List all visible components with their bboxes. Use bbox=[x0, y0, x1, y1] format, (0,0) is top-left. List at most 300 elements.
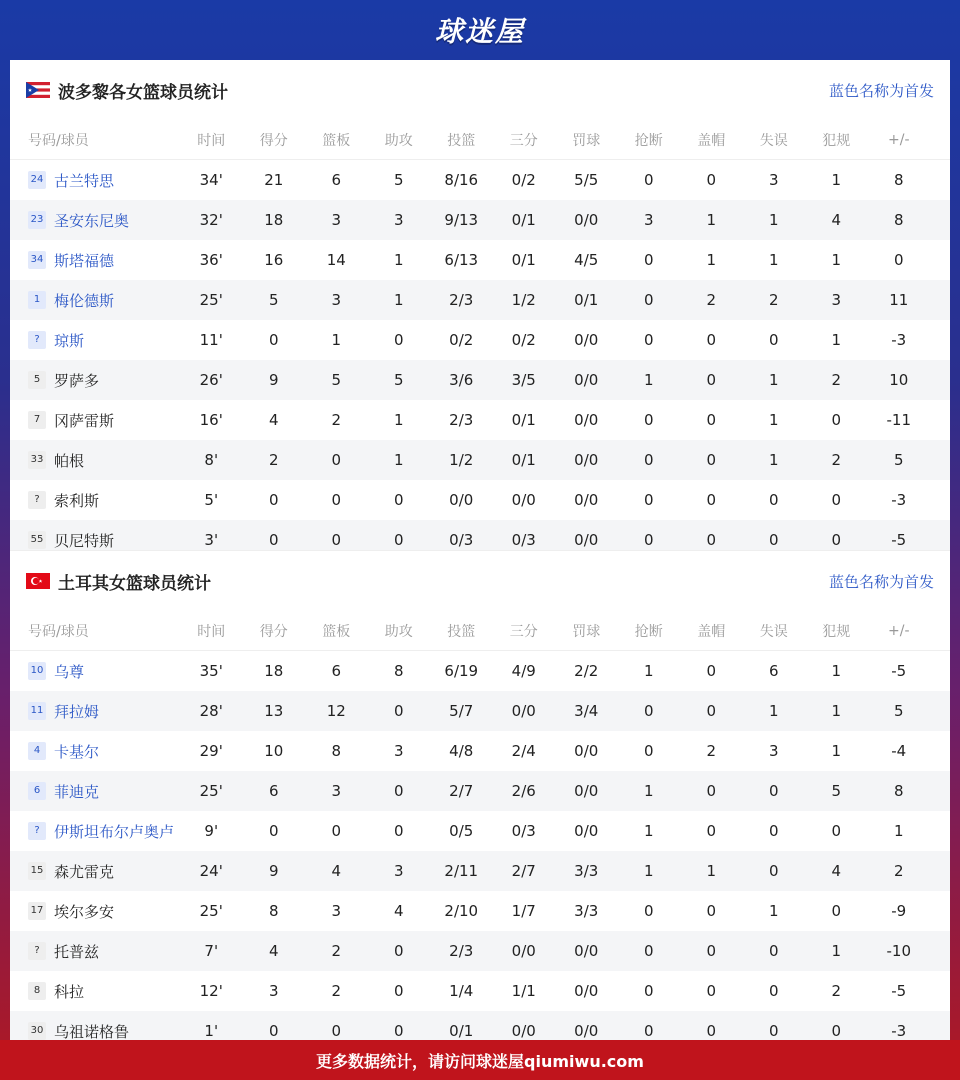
stat-cell: 8 bbox=[331, 742, 342, 760]
stat-cell: 11' bbox=[199, 331, 223, 349]
stat-cell: 16 bbox=[264, 251, 284, 269]
stat-cell: 34' bbox=[199, 171, 223, 189]
stat-cell: 25' bbox=[199, 782, 223, 800]
stat-cell: 0/0 bbox=[574, 371, 599, 389]
stat-cell: 0 bbox=[331, 1022, 342, 1040]
stat-cell: 3 bbox=[768, 171, 779, 189]
table-row[interactable] bbox=[10, 851, 950, 891]
stat-cell: 0 bbox=[706, 371, 717, 389]
stat-cell: 0 bbox=[643, 902, 654, 920]
stat-cell: 0 bbox=[893, 251, 904, 269]
stat-cell: 6 bbox=[768, 662, 779, 680]
stat-cell: 1 bbox=[768, 211, 779, 229]
stat-cell: -3 bbox=[891, 491, 907, 509]
table-row[interactable] bbox=[10, 240, 950, 280]
stat-cell: 6/19 bbox=[444, 662, 479, 680]
player-name[interactable]: 梅伦德斯 bbox=[54, 291, 115, 310]
stat-cell: 0 bbox=[831, 902, 842, 920]
table-row[interactable] bbox=[10, 651, 950, 691]
table-header-row bbox=[10, 120, 950, 160]
stat-cell: 1/4 bbox=[449, 982, 474, 1000]
column-header: 失误 bbox=[759, 623, 788, 640]
stat-cell: 3/5 bbox=[511, 371, 536, 389]
stat-cell: 2/2 bbox=[574, 662, 599, 680]
stat-cell: 0 bbox=[768, 491, 779, 509]
stat-cell: 2/3 bbox=[449, 942, 474, 960]
player-name[interactable]: 卡基尔 bbox=[54, 742, 100, 761]
team-title-row bbox=[10, 551, 950, 611]
stat-cell: 2 bbox=[706, 742, 717, 760]
stat-cell: 0/1 bbox=[574, 291, 599, 309]
stat-cell: 0 bbox=[706, 942, 717, 960]
stat-cell: 0/0 bbox=[449, 491, 474, 509]
player-cell bbox=[10, 661, 180, 682]
stat-cell: 1 bbox=[706, 211, 717, 229]
stat-cell: 6 bbox=[331, 171, 342, 189]
stat-cell: 0/1 bbox=[511, 251, 536, 269]
stat-cell: 0/1 bbox=[511, 451, 536, 469]
stat-cell: 0/1 bbox=[511, 411, 536, 429]
column-header: 得分 bbox=[259, 623, 288, 640]
column-header: 号码/球员 bbox=[28, 132, 89, 149]
stat-cell: 29' bbox=[199, 742, 223, 760]
player-name[interactable]: 乌尊 bbox=[54, 662, 85, 681]
stat-cell: 3' bbox=[204, 531, 219, 549]
stat-cell: 0 bbox=[768, 982, 779, 1000]
jersey-number-badge: 33 bbox=[28, 451, 46, 469]
stat-cell: 0 bbox=[643, 982, 654, 1000]
stat-cell: -3 bbox=[891, 331, 907, 349]
column-header: 时间 bbox=[197, 132, 226, 149]
table-row[interactable] bbox=[10, 200, 950, 240]
stat-cell: 0 bbox=[393, 531, 404, 549]
team-title: 土耳其女篮球员统计 bbox=[58, 573, 211, 594]
player-name: 帕根 bbox=[54, 451, 85, 470]
stat-cell: 0 bbox=[643, 1022, 654, 1040]
stat-cell: 0/3 bbox=[449, 531, 474, 549]
player-cell bbox=[10, 330, 180, 351]
table-row[interactable] bbox=[10, 480, 950, 520]
stat-cell: 4/5 bbox=[574, 251, 599, 269]
stat-cell: 18 bbox=[264, 662, 284, 680]
stat-cell: 0 bbox=[331, 491, 342, 509]
stat-cell: 1 bbox=[831, 331, 842, 349]
jersey-number-badge: ? bbox=[28, 822, 46, 840]
player-name[interactable]: 古兰特思 bbox=[54, 171, 115, 190]
table-row[interactable] bbox=[10, 360, 950, 400]
column-header: 犯规 bbox=[822, 132, 851, 149]
stat-cell: 3/6 bbox=[449, 371, 474, 389]
starter-note: 蓝色名称为首发 bbox=[828, 81, 934, 100]
stat-cell: -9 bbox=[891, 902, 907, 920]
stat-cell: 5 bbox=[893, 702, 904, 720]
stat-cell: 0/3 bbox=[511, 531, 536, 549]
player-name[interactable]: 拜拉姆 bbox=[54, 702, 100, 721]
stat-cell: 1 bbox=[831, 171, 842, 189]
stat-cell: 0/0 bbox=[511, 702, 536, 720]
stat-cell: -5 bbox=[891, 982, 907, 1000]
stat-cell: 1 bbox=[393, 251, 404, 269]
stat-cell: 5 bbox=[393, 371, 404, 389]
stat-cell: 4/9 bbox=[511, 662, 536, 680]
stat-cell: 4 bbox=[268, 942, 279, 960]
stat-cell: 0 bbox=[393, 982, 404, 1000]
stat-cell: 1 bbox=[706, 862, 717, 880]
table-row[interactable] bbox=[10, 891, 950, 931]
stat-cell: 6 bbox=[331, 662, 342, 680]
stat-cell: 8' bbox=[204, 451, 219, 469]
stat-cell: 0 bbox=[768, 822, 779, 840]
stat-cell: 0/0 bbox=[574, 1022, 599, 1040]
player-name: 科拉 bbox=[54, 982, 85, 1001]
stat-cell: 3 bbox=[331, 902, 342, 920]
stat-cell: 9' bbox=[204, 822, 219, 840]
stat-cell: 2 bbox=[268, 451, 279, 469]
jersey-number-badge: 5 bbox=[28, 371, 46, 389]
stat-cell: 0 bbox=[706, 902, 717, 920]
stat-cell: 0 bbox=[268, 491, 279, 509]
stat-cell: 0/0 bbox=[574, 531, 599, 549]
stat-cell: 3 bbox=[393, 862, 404, 880]
stat-cell: 0/0 bbox=[574, 982, 599, 1000]
stat-cell: 1 bbox=[831, 742, 842, 760]
player-cell bbox=[10, 941, 180, 962]
player-name: 森尤雷克 bbox=[54, 862, 115, 881]
team-stats-card bbox=[10, 60, 950, 550]
player-name[interactable]: 斯塔福德 bbox=[54, 251, 115, 270]
stat-cell: 7' bbox=[204, 942, 219, 960]
team-title: 波多黎各女篮球员统计 bbox=[58, 82, 228, 103]
table-row[interactable] bbox=[10, 320, 950, 360]
stat-cell: 0 bbox=[706, 451, 717, 469]
table-row[interactable] bbox=[10, 811, 950, 851]
column-header: 三分 bbox=[509, 132, 538, 149]
stat-cell: 0 bbox=[831, 531, 842, 549]
stat-cell: 2 bbox=[331, 982, 342, 1000]
stat-cell: 8 bbox=[893, 171, 904, 189]
player-name[interactable]: 圣安东尼奥 bbox=[54, 211, 130, 230]
stat-cell: 0/5 bbox=[449, 822, 474, 840]
stat-cell: 10 bbox=[264, 742, 284, 760]
stat-cell: 0 bbox=[393, 942, 404, 960]
stat-cell: 0 bbox=[768, 531, 779, 549]
stat-cell: 12' bbox=[199, 982, 223, 1000]
stat-cell: 0 bbox=[331, 531, 342, 549]
player-cell bbox=[10, 821, 180, 842]
stat-cell: 3 bbox=[831, 291, 842, 309]
stat-cell: 0 bbox=[706, 411, 717, 429]
stat-cell: -10 bbox=[886, 942, 911, 960]
stat-cell: 0 bbox=[643, 531, 654, 549]
stat-cell: 0 bbox=[768, 782, 779, 800]
stat-cell: 0 bbox=[393, 331, 404, 349]
stat-cell: 2/4 bbox=[511, 742, 536, 760]
column-header: +/- bbox=[888, 622, 910, 639]
stat-cell: 1 bbox=[393, 411, 404, 429]
jersey-number-badge: ? bbox=[28, 491, 46, 509]
jersey-number-badge: 6 bbox=[28, 782, 46, 800]
stat-cell: -5 bbox=[891, 531, 907, 549]
stat-cell: 5 bbox=[393, 171, 404, 189]
stat-cell: 1 bbox=[393, 451, 404, 469]
table-header-row bbox=[10, 611, 950, 651]
stat-cell: 5/5 bbox=[574, 171, 599, 189]
column-header: 号码/球员 bbox=[28, 623, 89, 640]
stat-cell: 4 bbox=[831, 211, 842, 229]
column-header: 助攻 bbox=[384, 623, 413, 640]
player-name[interactable]: 菲迪克 bbox=[54, 782, 100, 801]
stat-cell: 0 bbox=[768, 862, 779, 880]
table-row[interactable] bbox=[10, 160, 950, 200]
stat-cell: 0/0 bbox=[574, 782, 599, 800]
stat-cell: 36' bbox=[199, 251, 223, 269]
stat-cell: 0 bbox=[331, 822, 342, 840]
stat-cell: 0 bbox=[268, 331, 279, 349]
player-cell bbox=[10, 781, 180, 802]
player-cell bbox=[10, 981, 180, 1002]
stat-cell: 1' bbox=[204, 1022, 219, 1040]
stats-table bbox=[10, 120, 950, 560]
stat-cell: 5 bbox=[331, 371, 342, 389]
stat-cell: 1 bbox=[768, 702, 779, 720]
column-header: 篮板 bbox=[322, 132, 351, 149]
stat-cell: 0 bbox=[643, 942, 654, 960]
stat-cell: 0 bbox=[831, 491, 842, 509]
stat-cell: 1/7 bbox=[511, 902, 536, 920]
stat-cell: 2/7 bbox=[511, 862, 536, 880]
stat-cell: 2 bbox=[331, 411, 342, 429]
stat-cell: 4 bbox=[393, 902, 404, 920]
stat-cell: 1 bbox=[893, 822, 904, 840]
player-name: 乌祖诺格鲁 bbox=[54, 1022, 130, 1041]
stat-cell: 25' bbox=[199, 291, 223, 309]
column-header: 盖帽 bbox=[697, 623, 726, 640]
column-header: 犯规 bbox=[822, 623, 851, 640]
player-name: 贝尼特斯 bbox=[54, 531, 115, 550]
player-cell bbox=[10, 290, 180, 311]
stat-cell: -5 bbox=[891, 662, 907, 680]
player-cell bbox=[10, 701, 180, 722]
stat-cell: 18 bbox=[264, 211, 284, 229]
table-row[interactable] bbox=[10, 280, 950, 320]
jersey-number-badge: 8 bbox=[28, 982, 46, 1000]
stat-cell: 5 bbox=[268, 291, 279, 309]
jersey-number-badge: 17 bbox=[28, 902, 46, 920]
player-cell bbox=[10, 450, 180, 471]
column-header: 抢断 bbox=[634, 623, 663, 640]
stat-cell: 1 bbox=[831, 251, 842, 269]
stat-cell: 16' bbox=[199, 411, 223, 429]
stat-cell: 0 bbox=[643, 742, 654, 760]
player-name: 冈萨雷斯 bbox=[54, 411, 115, 430]
stat-cell: 2/7 bbox=[449, 782, 474, 800]
stat-cell: 0 bbox=[393, 1022, 404, 1040]
stat-cell: 0 bbox=[643, 702, 654, 720]
column-header: 时间 bbox=[197, 623, 226, 640]
stat-cell: 0 bbox=[706, 171, 717, 189]
column-header: 失误 bbox=[759, 132, 788, 149]
stat-cell: 2/11 bbox=[444, 862, 479, 880]
player-cell bbox=[10, 370, 180, 391]
stat-cell: 2 bbox=[768, 291, 779, 309]
stat-cell: 0/0 bbox=[574, 411, 599, 429]
stat-cell: 0 bbox=[831, 822, 842, 840]
stat-cell: 9 bbox=[268, 862, 279, 880]
column-header: 助攻 bbox=[384, 132, 413, 149]
column-header: 抢断 bbox=[634, 132, 663, 149]
stat-cell: 35' bbox=[199, 662, 223, 680]
stat-cell: 0/1 bbox=[449, 1022, 474, 1040]
stat-cell: 14 bbox=[326, 251, 346, 269]
stat-cell: 3 bbox=[331, 782, 342, 800]
stat-cell: 2/3 bbox=[449, 411, 474, 429]
player-cell bbox=[10, 530, 180, 551]
stat-cell: 1 bbox=[643, 822, 654, 840]
stat-cell: 1 bbox=[831, 702, 842, 720]
stat-cell: 3 bbox=[331, 211, 342, 229]
stat-cell: 0/0 bbox=[574, 331, 599, 349]
stat-cell: 1 bbox=[831, 662, 842, 680]
table-row[interactable] bbox=[10, 971, 950, 1011]
column-header: 三分 bbox=[509, 623, 538, 640]
stat-cell: 13 bbox=[264, 702, 284, 720]
player-cell bbox=[10, 861, 180, 882]
stat-cell: 3/3 bbox=[574, 902, 599, 920]
stat-cell: 1 bbox=[768, 902, 779, 920]
stat-cell: 0 bbox=[706, 491, 717, 509]
stat-cell: 5/7 bbox=[449, 702, 474, 720]
stat-cell: 26' bbox=[199, 371, 223, 389]
stat-cell: 1 bbox=[393, 291, 404, 309]
column-header: 投篮 bbox=[447, 623, 476, 640]
player-cell bbox=[10, 741, 180, 762]
stat-cell: 0/0 bbox=[574, 822, 599, 840]
stat-cell: 0 bbox=[643, 291, 654, 309]
stat-cell: 0 bbox=[768, 331, 779, 349]
stat-cell: 8 bbox=[393, 662, 404, 680]
stat-cell: 1 bbox=[768, 251, 779, 269]
brand-logo: 球迷屋 bbox=[434, 15, 525, 48]
stat-cell: 0 bbox=[643, 411, 654, 429]
jersey-number-badge: 4 bbox=[28, 742, 46, 760]
stat-cell: 0/3 bbox=[511, 822, 536, 840]
player-cell bbox=[10, 210, 180, 231]
table-row[interactable] bbox=[10, 440, 950, 480]
stat-cell: 0/2 bbox=[511, 331, 536, 349]
stat-cell: 0 bbox=[643, 171, 654, 189]
stat-cell: 3/4 bbox=[574, 702, 599, 720]
stat-cell: 0/0 bbox=[511, 491, 536, 509]
stat-cell: 1 bbox=[643, 782, 654, 800]
jersey-number-badge: 7 bbox=[28, 411, 46, 429]
table-row[interactable] bbox=[10, 771, 950, 811]
stat-cell: 0 bbox=[831, 1022, 842, 1040]
player-name[interactable]: 琼斯 bbox=[54, 331, 85, 350]
player-cell bbox=[10, 1021, 180, 1042]
stat-cell: 0 bbox=[331, 451, 342, 469]
stat-cell: 1 bbox=[331, 331, 342, 349]
column-header: 得分 bbox=[259, 132, 288, 149]
stat-cell: 0/0 bbox=[574, 942, 599, 960]
stat-cell: 2 bbox=[893, 862, 904, 880]
column-header: 罚球 bbox=[572, 623, 601, 640]
stat-cell: 11 bbox=[889, 291, 909, 309]
stat-cell: 0 bbox=[706, 822, 717, 840]
stat-cell: 1 bbox=[768, 451, 779, 469]
stat-cell: 0/0 bbox=[574, 491, 599, 509]
player-name: 罗萨多 bbox=[54, 371, 100, 390]
jersey-number-badge: 24 bbox=[28, 171, 46, 189]
stat-cell: 0 bbox=[268, 531, 279, 549]
stat-cell: 0 bbox=[268, 1022, 279, 1040]
stat-cell: 3 bbox=[643, 211, 654, 229]
stat-cell: 0 bbox=[831, 411, 842, 429]
stat-cell: 3 bbox=[331, 291, 342, 309]
stat-cell: 3 bbox=[268, 982, 279, 1000]
player-name[interactable]: 伊斯坦布尔卢奥卢 bbox=[54, 822, 175, 841]
stat-cell: 0 bbox=[706, 782, 717, 800]
stat-cell: 8/16 bbox=[444, 171, 479, 189]
column-header: 篮板 bbox=[322, 623, 351, 640]
table-row[interactable] bbox=[10, 931, 950, 971]
stat-cell: 0/0 bbox=[574, 742, 599, 760]
stat-cell: 6/13 bbox=[444, 251, 479, 269]
stat-cell: 4 bbox=[331, 862, 342, 880]
stat-cell: -4 bbox=[891, 742, 907, 760]
turkey-flag-icon bbox=[26, 573, 50, 589]
stat-cell: 8 bbox=[893, 211, 904, 229]
player-cell bbox=[10, 490, 180, 511]
stat-cell: 2 bbox=[331, 942, 342, 960]
stat-cell: 1/2 bbox=[511, 291, 536, 309]
stat-cell: 0 bbox=[706, 662, 717, 680]
stat-cell: 10 bbox=[889, 371, 909, 389]
table-row[interactable] bbox=[10, 691, 950, 731]
player-cell bbox=[10, 250, 180, 271]
jersey-number-badge: ? bbox=[28, 331, 46, 349]
stat-cell: 0/0 bbox=[511, 942, 536, 960]
stat-cell: 2/3 bbox=[449, 291, 474, 309]
stat-cell: 9 bbox=[268, 371, 279, 389]
stat-cell: 1/1 bbox=[511, 982, 536, 1000]
stat-cell: 0 bbox=[268, 822, 279, 840]
column-header: 盖帽 bbox=[697, 132, 726, 149]
stat-cell: 12 bbox=[326, 702, 346, 720]
stat-cell: 0 bbox=[393, 702, 404, 720]
stat-cell: 2/10 bbox=[444, 902, 479, 920]
player-cell bbox=[10, 410, 180, 431]
footer-banner: 更多数据统计，请访问球迷屋qiumiwu.com bbox=[0, 1040, 960, 1080]
jersey-number-badge: 1 bbox=[28, 291, 46, 309]
jersey-number-badge: 15 bbox=[28, 862, 46, 880]
table-row[interactable] bbox=[10, 731, 950, 771]
stat-cell: 1 bbox=[831, 942, 842, 960]
jersey-number-badge: 10 bbox=[28, 662, 46, 680]
stat-cell: 32' bbox=[199, 211, 223, 229]
stat-cell: 5 bbox=[893, 451, 904, 469]
stat-cell: 0/2 bbox=[449, 331, 474, 349]
stat-cell: 4 bbox=[831, 862, 842, 880]
stat-cell: 5' bbox=[204, 491, 219, 509]
player-name: 埃尔多安 bbox=[54, 902, 115, 921]
table-row[interactable] bbox=[10, 400, 950, 440]
stat-cell: 6 bbox=[268, 782, 279, 800]
stat-cell: 0 bbox=[768, 1022, 779, 1040]
player-cell bbox=[10, 170, 180, 191]
stat-cell: 0/0 bbox=[574, 211, 599, 229]
stat-cell: 1 bbox=[643, 371, 654, 389]
stat-cell: 0 bbox=[706, 1022, 717, 1040]
